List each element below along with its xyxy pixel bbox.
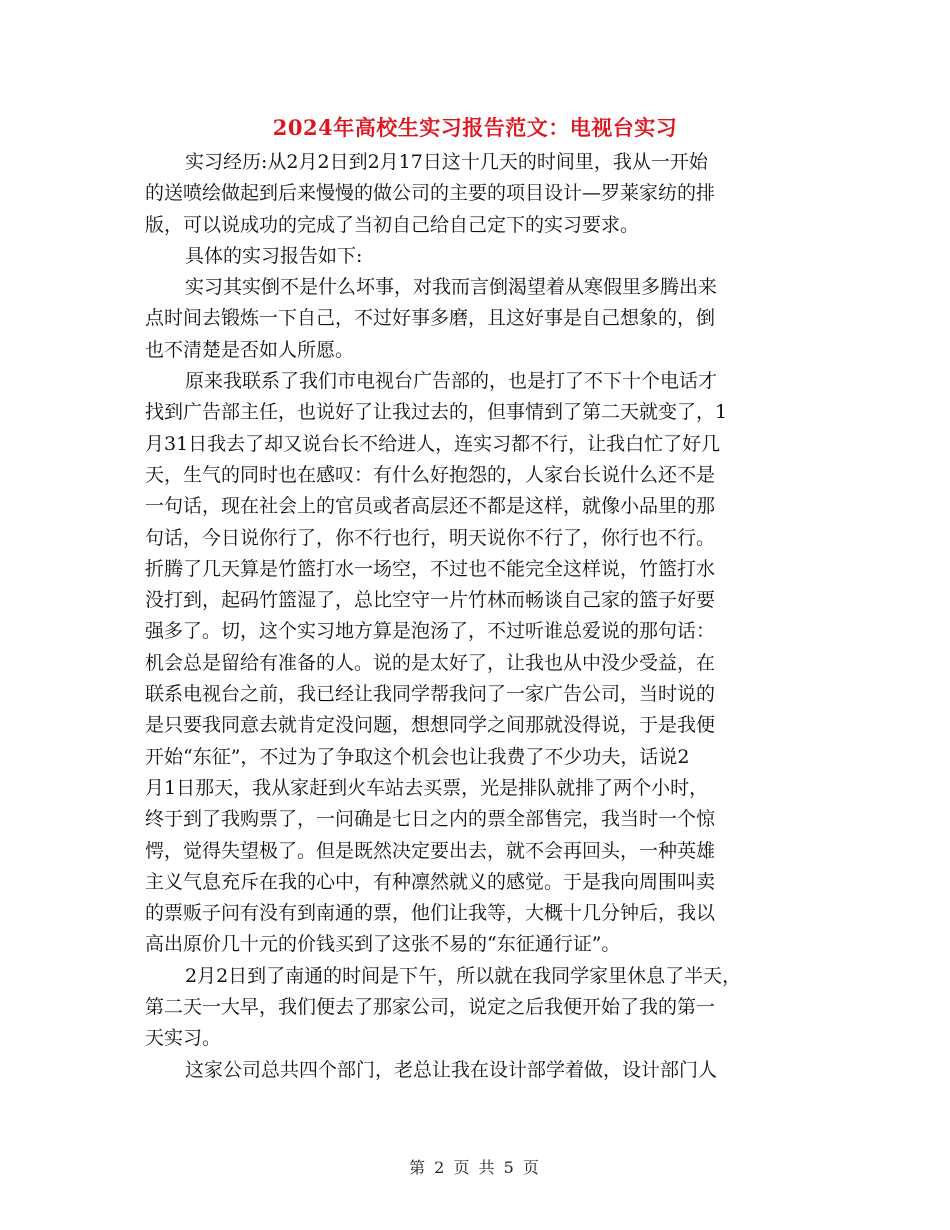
paragraph-line: 点时间去锻炼一下自己，不过好事多磨，且这好事是自己想象的，倒 [145,307,716,330]
paragraph-line: 机会总是留给有准备的人。说的是太好了，让我也从中没少受益，在 [145,651,716,674]
paragraph-line: 具体的实习报告如下: [185,244,363,267]
paragraph-line: 没打到，起码竹篮湿了，总比空守一片竹林而畅谈自己家的篮子好要 [145,589,716,612]
paragraph-line: 实习经历:从2月2日到2月17日这十几天的时间里，我从一开始 [185,151,708,173]
paragraph [145,241,835,272]
document-title: 2024年高校生实习报告范文：电视台实习 [272,115,678,140]
paragraph-line: 一句话，现在社会上的官员或者高层还不都是这样，就像小品里的那 [145,495,716,518]
paragraph-line: 主义气息充斥在我的心中，有种凛然就义的感觉。于是我向周围叫卖 [145,870,716,893]
paragraph-line: 的送喷绘做起到后来慢慢的做公司的主要的项目设计—罗莱家纺的排 [145,182,716,205]
page-number-footer: 第 2 页 共 5 页 [409,1158,541,1177]
paragraph [145,272,835,366]
paragraph-line: 实习其实倒不是什么坏事，对我而言倒渴望着从寒假里多腾出来 [185,276,718,299]
paragraph-line: 开始“东征”，不过为了争取这个机会也让我费了不少功夫，话说2 [145,745,690,768]
paragraph-line: 第二天一大早，我们便去了那家公司，说定之后我便开始了我的第一 [145,996,716,1019]
paragraph [145,961,835,1055]
paragraph [145,366,835,961]
paragraph-line: 原来我联系了我们市电视台广告部的，也是打了不下十个电话才 [185,370,718,393]
paragraph-line: 天，生气的同时也在感叹：有什么好抱怨的，人家台长说什么还不是 [145,463,716,486]
paragraph-line: 强多了。切，这个实习地方算是泡汤了，不过听谁总爱说的那句话： [145,620,716,643]
paragraph-line: 愕，觉得失望极了。但是既然决定要出去，就不会再回头，一种英雄 [145,839,716,862]
paragraph-line: 版，可以说成功的完成了当初自己给自己定下的实习要求。 [145,213,640,236]
document-body [145,147,835,1086]
paragraph-line: 终于到了我购票了，一问确是七日之内的票全部售完，我当时一个惊 [145,808,716,831]
paragraph-line: 高出原价几十元的价钱买到了这张不易的“东征通行证”。 [145,933,621,956]
paragraph-line: 找到广告部主任，也说好了让我过去的，但事情到了第二天就变了，1 [145,401,728,424]
paragraph-line: 这家公司总共四个部门，老总让我在设计部学着做，设计部门人 [185,1058,718,1081]
paragraph-line: 的票贩子问有没有到南通的票，他们让我等，大概十几分钟后，我以 [145,902,716,925]
paragraph-line: 句话，今日说你行了，你不行也行，明天说你不行了，你行也不行。 [145,526,716,549]
paragraph [145,147,835,241]
paragraph-line: 是只要我同意去就肯定没问题，想想同学之间那就没得说，于是我便 [145,714,716,737]
paragraph-line: 2月2日到了南通的时间是下午，所以就在我同学家里休息了半天， [185,964,742,987]
paragraph-line: 联系电视台之前，我已经让我同学帮我问了一家广告公司，当时说的 [145,683,716,706]
paragraph-line: 月1日那天，我从家赶到火车站去买票，光是排队就排了两个小时， [145,776,709,799]
paragraph-line: 月31日我去了却又说台长不给进人，连实习都不行，让我白忙了好几 [145,432,721,455]
paragraph-line: 也不清楚是否如人所愿。 [145,338,355,361]
paragraph-line: 折腾了几天算是竹篮打水一场空，不过也不能完全这样说，竹篮打水 [145,557,716,580]
paragraph-line: 天实习。 [145,1027,222,1050]
paragraph [145,1055,835,1086]
